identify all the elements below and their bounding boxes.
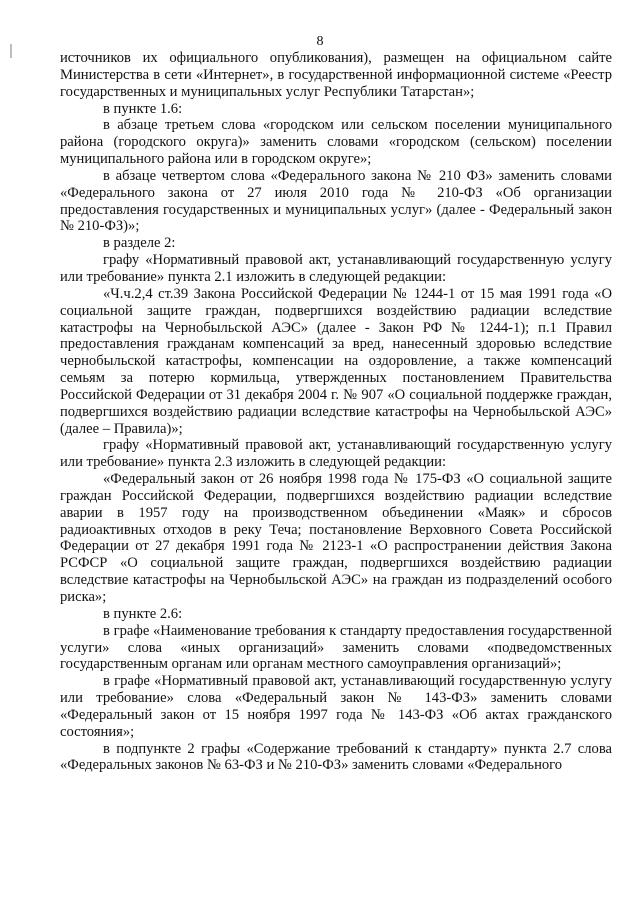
paragraph-name-requirement: в графе «Наименование требования к стандарту предоставления государственной услуги» слова «иных организаций» заменить словами «подведомственных государственным органам или органам местного самоуправления организаций»; xyxy=(60,622,612,673)
paragraph-column-2-3: графу «Нормативный правовой акт, устанавливающий государственную услугу или требование» пункта 2.3 изложить в следующей редакции: xyxy=(60,437,612,471)
document-body xyxy=(60,50,612,774)
paragraph-section-2: в разделе 2: xyxy=(103,235,176,252)
paragraph-quote-2-3: «Федеральный закон от 26 ноября 1998 года № 175-ФЗ «О социальной защите граждан Российской Федерации, подвергшихся воздействию радиации вследствие аварии в 1957 году на производственном объединении «Маяк» и сбросов радиоактивных отходов в реку Теча; постановление Верховного Совета Российской Федерации от 27 декабря 1991 года № 2123-1 «О распространении действия Закона РСФСР «О социальной защите граждан, подвергшихся воздействию радиации вследствие катастрофы на Чернобыльской АЭС» на граждан из подразделений особого риска»; xyxy=(60,471,612,605)
paragraph-point-1-6: в пункте 1.6: xyxy=(103,100,183,117)
paragraph-third-abzac: в абзаце третьем слова «городском или сельском поселении муниципального района (городского округа)» заменить словами «городском (сельском) поселении муниципального района или в городском округе»; xyxy=(60,117,612,168)
paragraph-column-2-1: графу «Нормативный правовой акт, устанавливающий государственную услугу или требование» пункта 2.1 изложить в следующей редакции: xyxy=(60,252,612,285)
paragraph-subpoint-2-7: в подпункте 2 графы «Содержание требований к стандарту» пункта 2.7 слова «Федеральных законов № 63-ФЗ и № 210-ФЗ» заменить словами «Федерального xyxy=(60,740,612,774)
paragraph-continuation: источников их официального опубликования), размещен на официальном сайте Министерства в сети «Интернет», в государственной информационной системе «Реестр государственных и муниципальных услуг Республики Татарстан»; xyxy=(60,50,612,100)
page-number: 8 xyxy=(316,34,324,49)
paragraph-normative-act: в графе «Нормативный правовой акт, устанавливающий государственную услугу или требование» слова «Федеральный закон № 143-ФЗ» заменить словами «Федеральный закон от 15 ноября 1997 года № 143-ФЗ «Об актах гражданского состояния»; xyxy=(60,673,612,740)
paragraph-quote-2-1: «Ч.ч.2,4 ст.39 Закона Российской Федерации № 1244-1 от 15 мая 1991 года «О социальной защите граждан, подвергшихся воздействию радиации вследствие катастрофы на Чернобыльской АЭС» (далее - Закон РФ № 1244-1); п.1 Правил предоставления гражданам компенсаций за вред, нанесенный здоровью вследствие чернобыльской катастрофы, компенсации на оздоровление, а также компенсаций семьям за потерю кормильца, утвержденных постановлением Правительства Российской Федерации от 31 декабря 2004 г. № 907 «О социальной поддержке граждан, подвергшихся воздействию радиации вследствие катастрофы на Чернобыльской АЭС» (далее – Правила)»; xyxy=(60,285,612,437)
paragraph-fourth-abzac: в абзаце четвертом слова «Федерального закона № 210 ФЗ» заменить словами «Федерального закона от 27 июля 2010 года № 210-ФЗ «Об организации предоставления государственных и муниципальных услуг» (далее - Федеральный закон № 210-ФЗ)»; xyxy=(60,167,612,235)
paragraph-point-2-6: в пункте 2.6: xyxy=(103,605,183,622)
